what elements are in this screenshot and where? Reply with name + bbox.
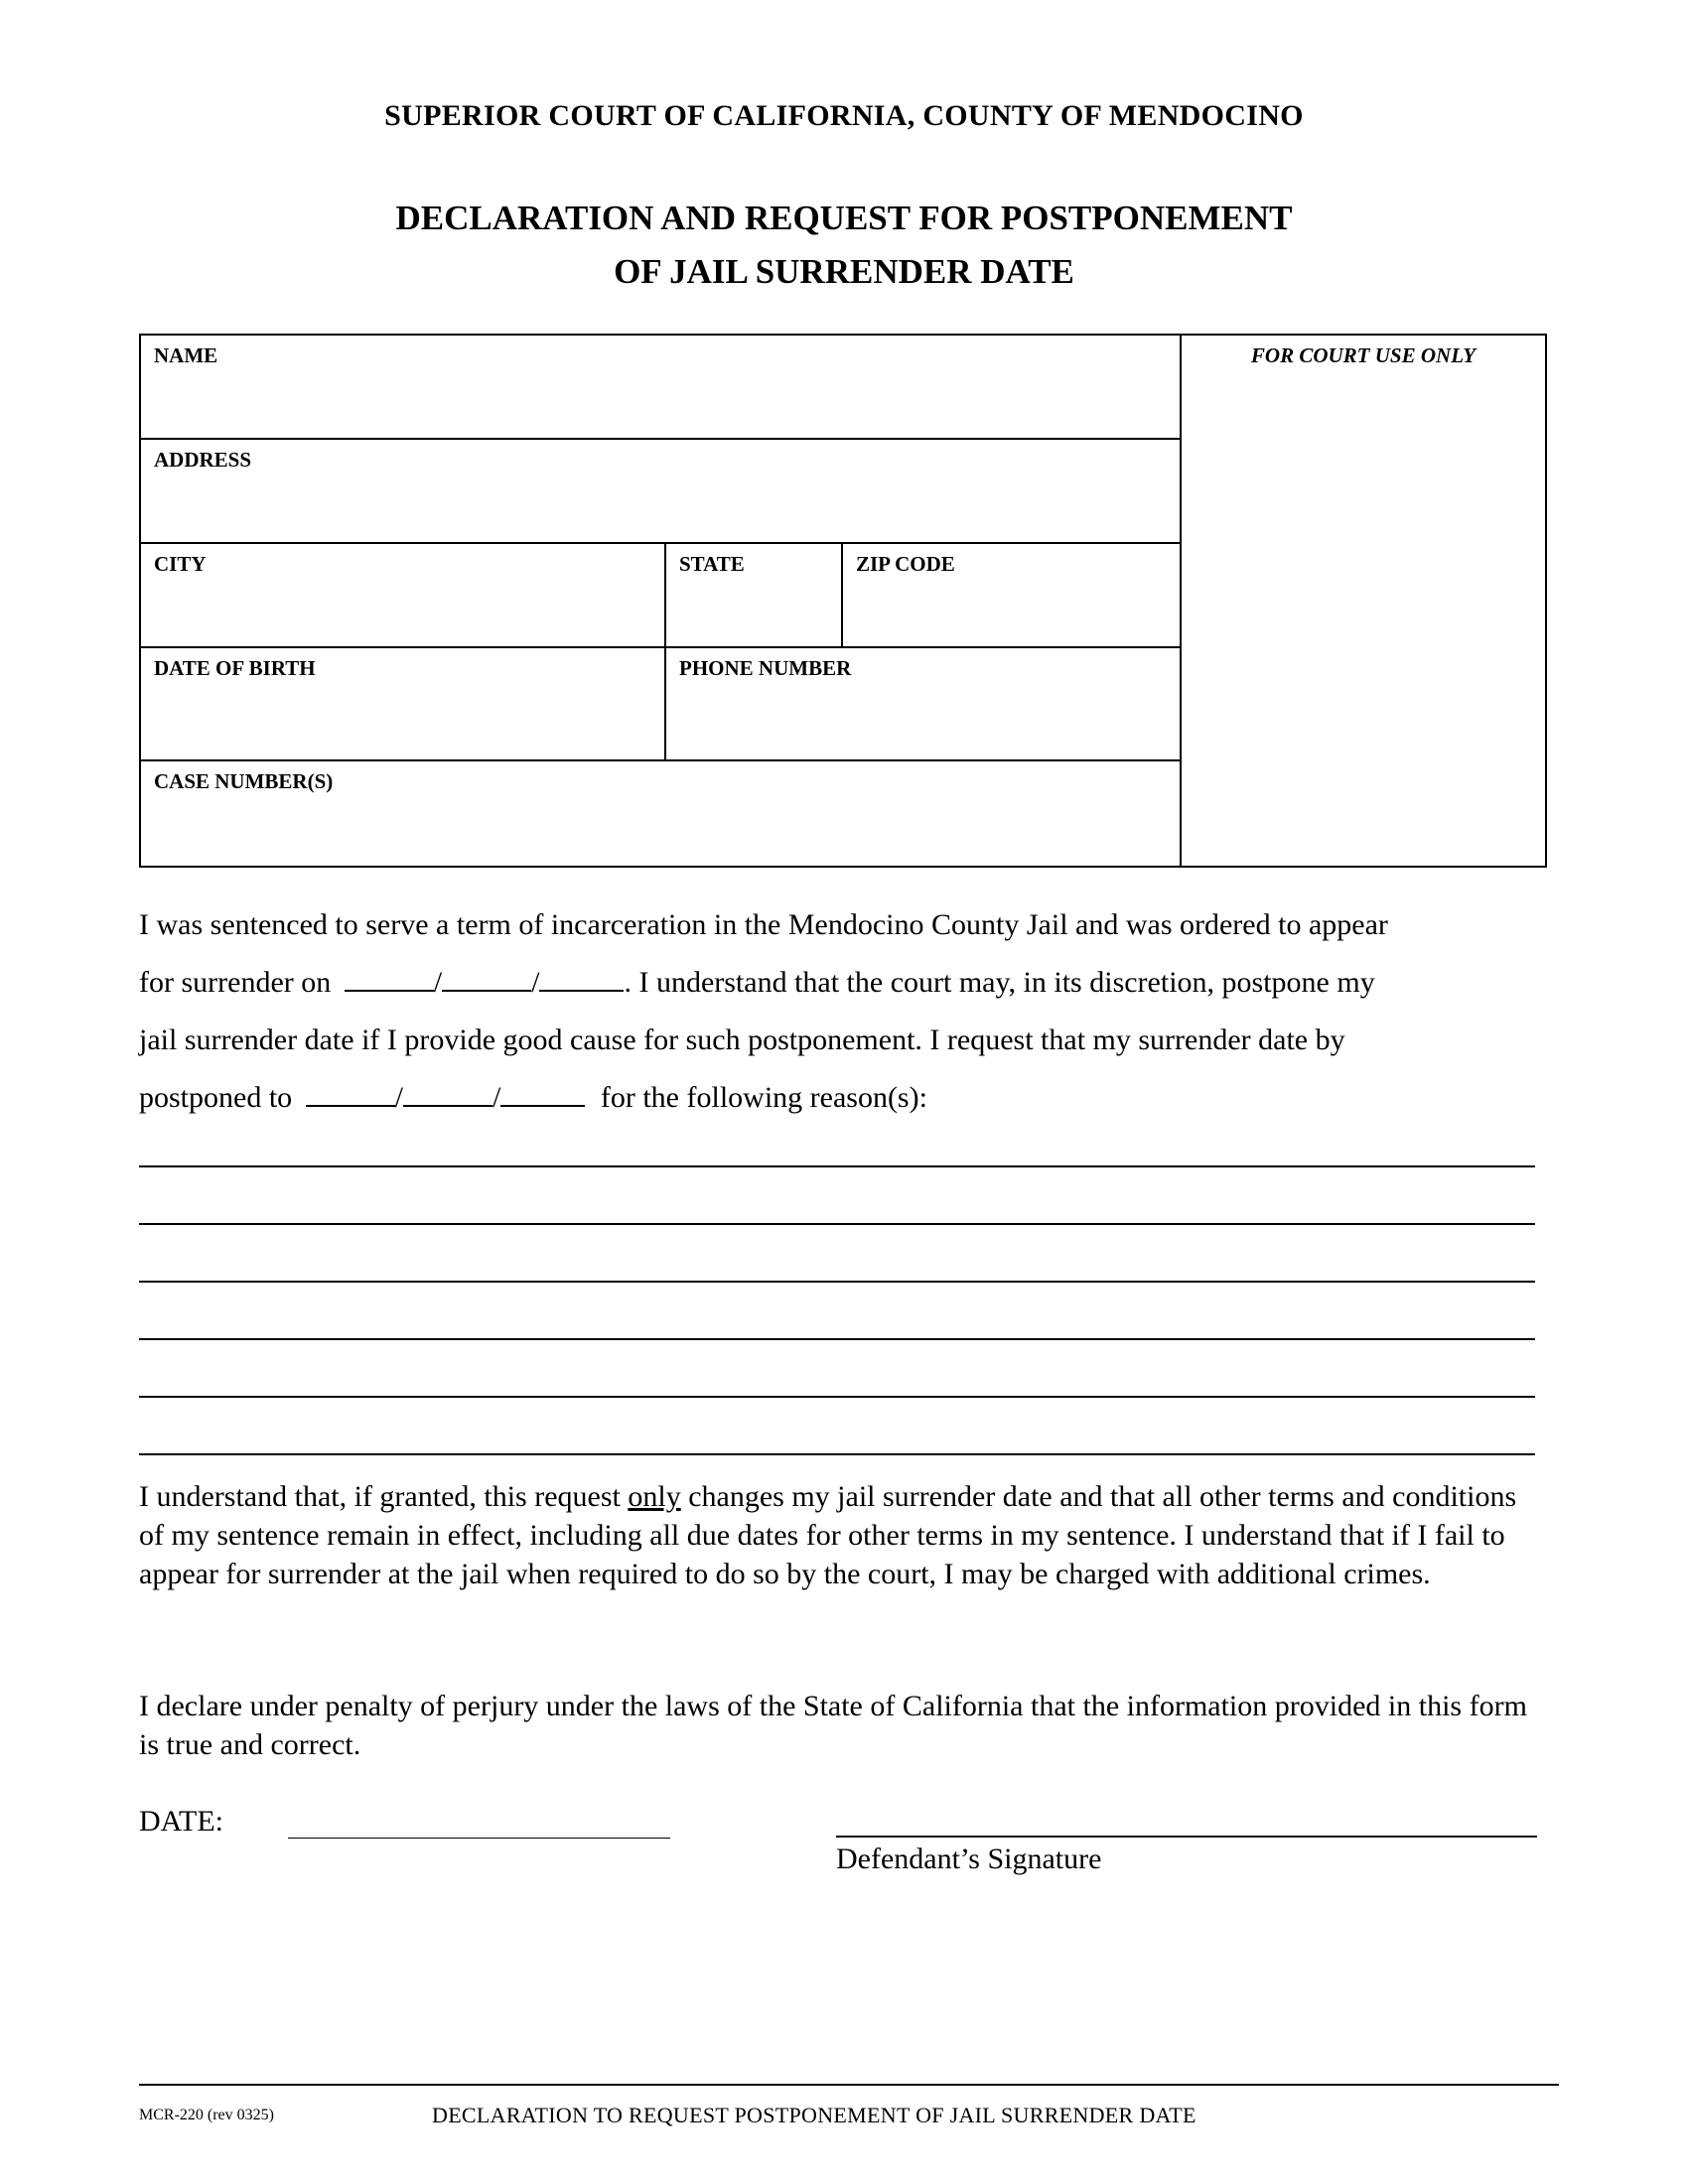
name-field[interactable] [154,377,1167,427]
name-label: NAME [154,343,218,367]
declaration-line-3: jail surrender date if I provide good cause for such postponement. I request that my surrender date by [139,1024,1345,1056]
understanding-paragraph: I understand that, if granted, this request only changes my jail surrender date and that all other terms and conditions of my sentence remain in effect, including all due dates for other terms in my sentence. I understand that if I fail to appear for surrender at the jail when required to do so by the court, I may be charged with additional crimes. [139,1480,1517,1590]
postponed-date-month-blank[interactable] [306,1075,395,1107]
reason-line[interactable] [139,1396,1535,1398]
court-use-only-label: FOR COURT USE ONLY [1250,343,1477,367]
only-emphasis: only [628,1480,681,1513]
phone-number-label: PHONE NUMBER [679,656,852,680]
state-label: STATE [679,552,745,576]
reason-line[interactable] [139,1338,1535,1340]
surrender-date-year-blank[interactable] [539,960,624,992]
postponed-date-year-blank[interactable] [500,1075,585,1107]
form-code: MCR-220 (rev 0325) [139,2107,274,2123]
date-label: DATE: [139,1805,223,1838]
court-name: SUPERIOR COURT OF CALIFORNIA, COUNTY OF MENDOCINO [384,99,1304,132]
signature-label: Defendant’s Signature [836,1843,1102,1875]
row-divider [139,646,1180,648]
declaration-line-1: I was sentenced to serve a term of incarceration in the Mendocino County Jail and was ordered to appear [139,908,1388,941]
row-divider [139,438,1180,440]
court-use-divider [1180,334,1182,868]
reason-line[interactable] [139,1223,1535,1225]
reason-line[interactable] [139,1453,1535,1455]
date-of-birth-field[interactable] [154,695,650,750]
address-field[interactable] [154,481,1167,531]
address-label: ADDRESS [154,448,252,472]
form-title-line-2: OF JAIL SURRENDER DATE [614,252,1074,291]
case-numbers-label: CASE NUMBER(S) [154,769,334,793]
form-title-line-1: DECLARATION AND REQUEST FOR POSTPONEMENT [395,199,1293,237]
declaration-line-2: for surrender on / / . I understand that the court may, in its discretion, postpone my [139,954,1549,1012]
case-numbers-field[interactable] [154,804,1167,859]
phone-number-field[interactable] [679,695,1166,750]
date-of-birth-label: DATE OF BIRTH [154,656,316,680]
zip-code-field[interactable] [856,586,1164,635]
surrender-date-month-blank[interactable] [345,960,434,992]
row-divider [139,759,1180,761]
perjury-declaration: I declare under penalty of perjury under the laws of the State of California that the information provided in this form is true and correct. [139,1690,1527,1761]
reason-line[interactable] [139,1165,1535,1167]
city-field[interactable] [154,586,650,635]
column-divider [841,542,843,646]
postponed-date-day-blank[interactable] [403,1075,492,1107]
column-divider [664,542,666,759]
reason-line[interactable] [139,1281,1535,1283]
declaration-line-4: postponed to / / for the following reason(s): [139,1069,1549,1127]
zip-code-label: ZIP CODE [856,552,955,576]
footer-title: DECLARATION TO REQUEST POSTPONEMENT OF JAIL SURRENDER DATE [432,2103,1196,2127]
row-divider [139,542,1180,544]
surrender-date-day-blank[interactable] [442,960,531,992]
declaration-paragraph [139,896,1549,1127]
state-field[interactable] [679,586,828,635]
date-line[interactable] [288,1838,670,1839]
footer-rule [139,2084,1559,2086]
signature-line[interactable] [836,1836,1537,1838]
city-label: CITY [154,552,207,576]
